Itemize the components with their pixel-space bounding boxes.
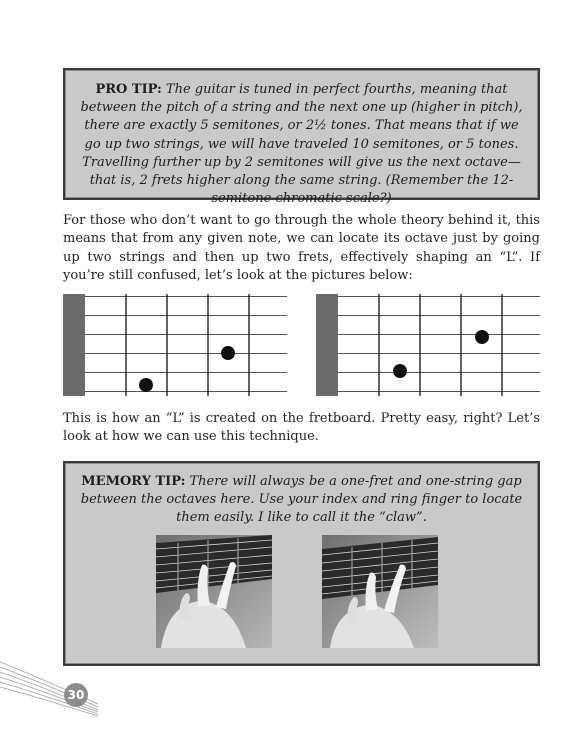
claw-hand-photo-left: [156, 535, 272, 648]
pro-tip-text: The guitar is tuned in perfect fourths, meaning that between the pitch of a string and the next one up (higher in pitch), there are exactly 5 semitones, or 2½ tones. That means that if we go up two strings, we will have traveled 10 semitones, or 5 tones. Travelling further up by 2 semitones will give us the next octave—that is, 2 frets higher along the same string. (Remember the 12-semitone chromatic scale?): [80, 82, 523, 207]
fretboard-diagram-right: [316, 294, 540, 396]
memory-tip-heading: MEMORY TIP:: [81, 474, 186, 489]
fretboard-diagram-left: [63, 294, 287, 396]
pro-tip-box: [63, 68, 540, 207]
nut: [63, 294, 85, 396]
octave-dot-low: [393, 364, 407, 378]
body-paragraph-2: This is how an “L” is created on the fretboard. Pretty easy, right? Let’s look at how we can use this technique.: [63, 411, 540, 445]
claw-hand-photo-right: [322, 535, 438, 648]
memory-tip-box: [63, 461, 540, 666]
pro-tip-heading: PRO TIP:: [95, 82, 162, 97]
page-number: 30: [64, 683, 88, 707]
octave-dot-high: [221, 346, 235, 360]
octave-dot-high: [475, 330, 489, 344]
nut: [316, 294, 338, 396]
octave-dot-low: [139, 378, 153, 392]
body-paragraph-1: For those who don’t want to go through the whole theory behind it, this means that from any given note, we can locate its octave just by going up two strings and then up two frets, effectively shaping an “L”. If you’re still confused, let’s look at the pictures below:: [63, 213, 540, 284]
memory-tip-text: There will always be a one-fret and one-string gap between the octaves here. Use your index and ring finger to locate them easily. I like to call it the “claw”.: [80, 474, 523, 526]
